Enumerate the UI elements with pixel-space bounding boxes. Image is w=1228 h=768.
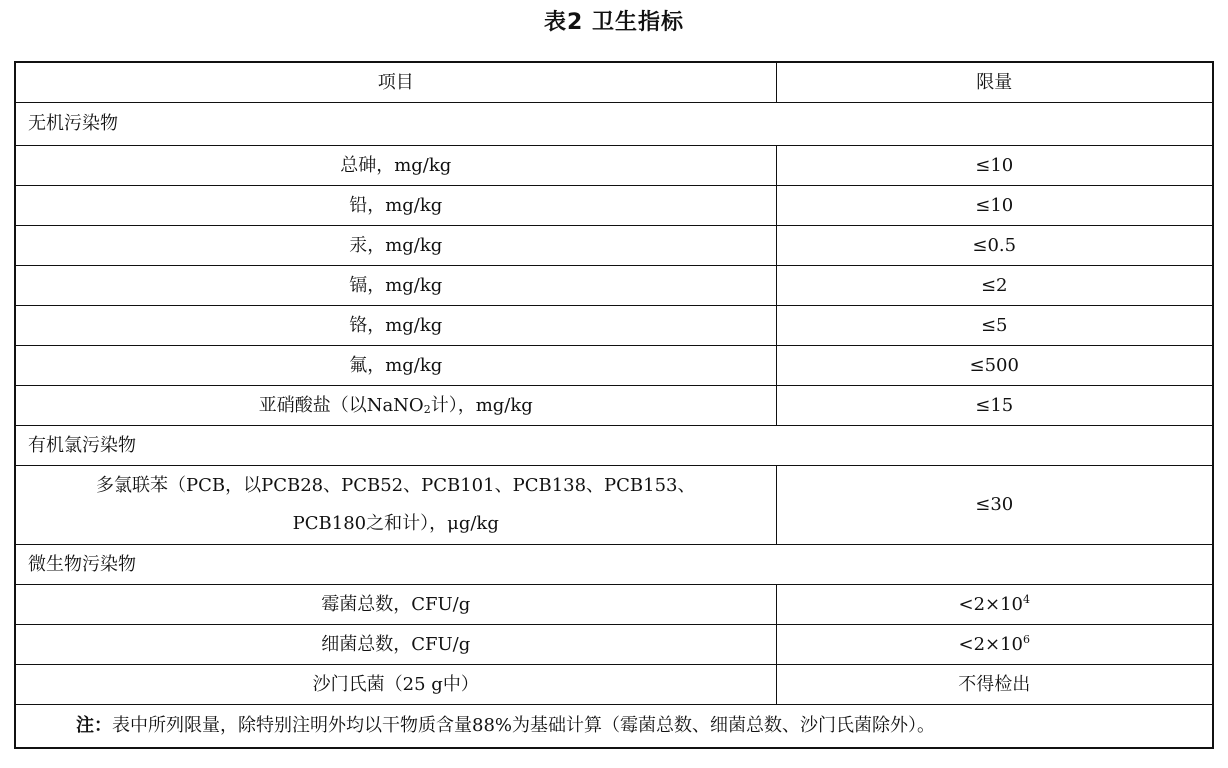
section-inorganic: 无机污染物 [15, 103, 1213, 146]
table-note [15, 705, 1213, 749]
limit-mold-base: <2×10 [958, 593, 1024, 615]
item-fluorine: 氟，mg/kg [15, 346, 776, 386]
table-row [15, 625, 1213, 665]
limit-fluorine: ≤500 [776, 346, 1213, 386]
hygiene-indicator-table [14, 61, 1214, 749]
limit-chromium: ≤5 [776, 306, 1213, 346]
table-row [15, 266, 1213, 306]
limit-nitrite: ≤15 [776, 386, 1213, 426]
note-row [15, 705, 1213, 749]
item-cadmium: 镉，mg/kg [15, 266, 776, 306]
item-pcb [15, 466, 776, 545]
limit-bacteria-exp: 6 [1023, 632, 1031, 646]
item-nitrite [15, 386, 776, 426]
table-row [15, 346, 1213, 386]
item-nitrite-pre: 亚硝酸盐（以NaNO [258, 394, 424, 416]
item-chromium: 铬，mg/kg [15, 306, 776, 346]
header-limit: 限量 [776, 62, 1213, 103]
item-nitrite-sub: 2 [423, 402, 431, 416]
item-pcb-line2: PCB180之和计），μg/kg [292, 513, 499, 534]
item-nitrite-post: 计），mg/kg [430, 394, 533, 416]
limit-lead: ≤10 [776, 186, 1213, 226]
table-row [15, 146, 1213, 186]
section-organochlorine: 有机氯污染物 [15, 426, 1213, 466]
limit-salmonella: 不得检出 [776, 665, 1213, 705]
limit-bacteria [776, 625, 1213, 665]
table-row [15, 386, 1213, 426]
item-lead: 铅，mg/kg [15, 186, 776, 226]
limit-cadmium: ≤2 [776, 266, 1213, 306]
header-item: 项目 [15, 62, 776, 103]
section-row [15, 426, 1213, 466]
item-arsenic: 总砷，mg/kg [15, 146, 776, 186]
section-row [15, 103, 1213, 146]
table-title: 表2 卫生指标 [544, 10, 684, 35]
item-pcb-line1: 多氯联苯（PCB，以PCB28、PCB52、PCB101、PCB138、PCB153、 [95, 475, 696, 496]
section-microbial: 微生物污染物 [15, 545, 1213, 585]
table-row [15, 665, 1213, 705]
limit-mold-exp: 4 [1023, 592, 1031, 606]
table-row [15, 306, 1213, 346]
item-bacteria: 细菌总数，CFU/g [15, 625, 776, 665]
limit-arsenic: ≤10 [776, 146, 1213, 186]
section-row [15, 545, 1213, 585]
note-text: 表中所列限量，除特别注明外均以干物质含量88%为基础计算（霉菌总数、细菌总数、沙门氏菌除外）。 [112, 715, 936, 736]
table-header-row [15, 62, 1213, 103]
item-mold: 霉菌总数，CFU/g [15, 585, 776, 625]
limit-mercury: ≤0.5 [776, 226, 1213, 266]
limit-bacteria-base: <2×10 [958, 633, 1024, 655]
limit-pcb: ≤30 [776, 466, 1213, 545]
table-row [15, 186, 1213, 226]
item-salmonella: 沙门氏菌（25 g中） [15, 665, 776, 705]
item-mercury: 汞，mg/kg [15, 226, 776, 266]
limit-mold [776, 585, 1213, 625]
table-row [15, 466, 1213, 545]
table-row [15, 585, 1213, 625]
table-row [15, 226, 1213, 266]
note-label: 注： [76, 715, 112, 736]
